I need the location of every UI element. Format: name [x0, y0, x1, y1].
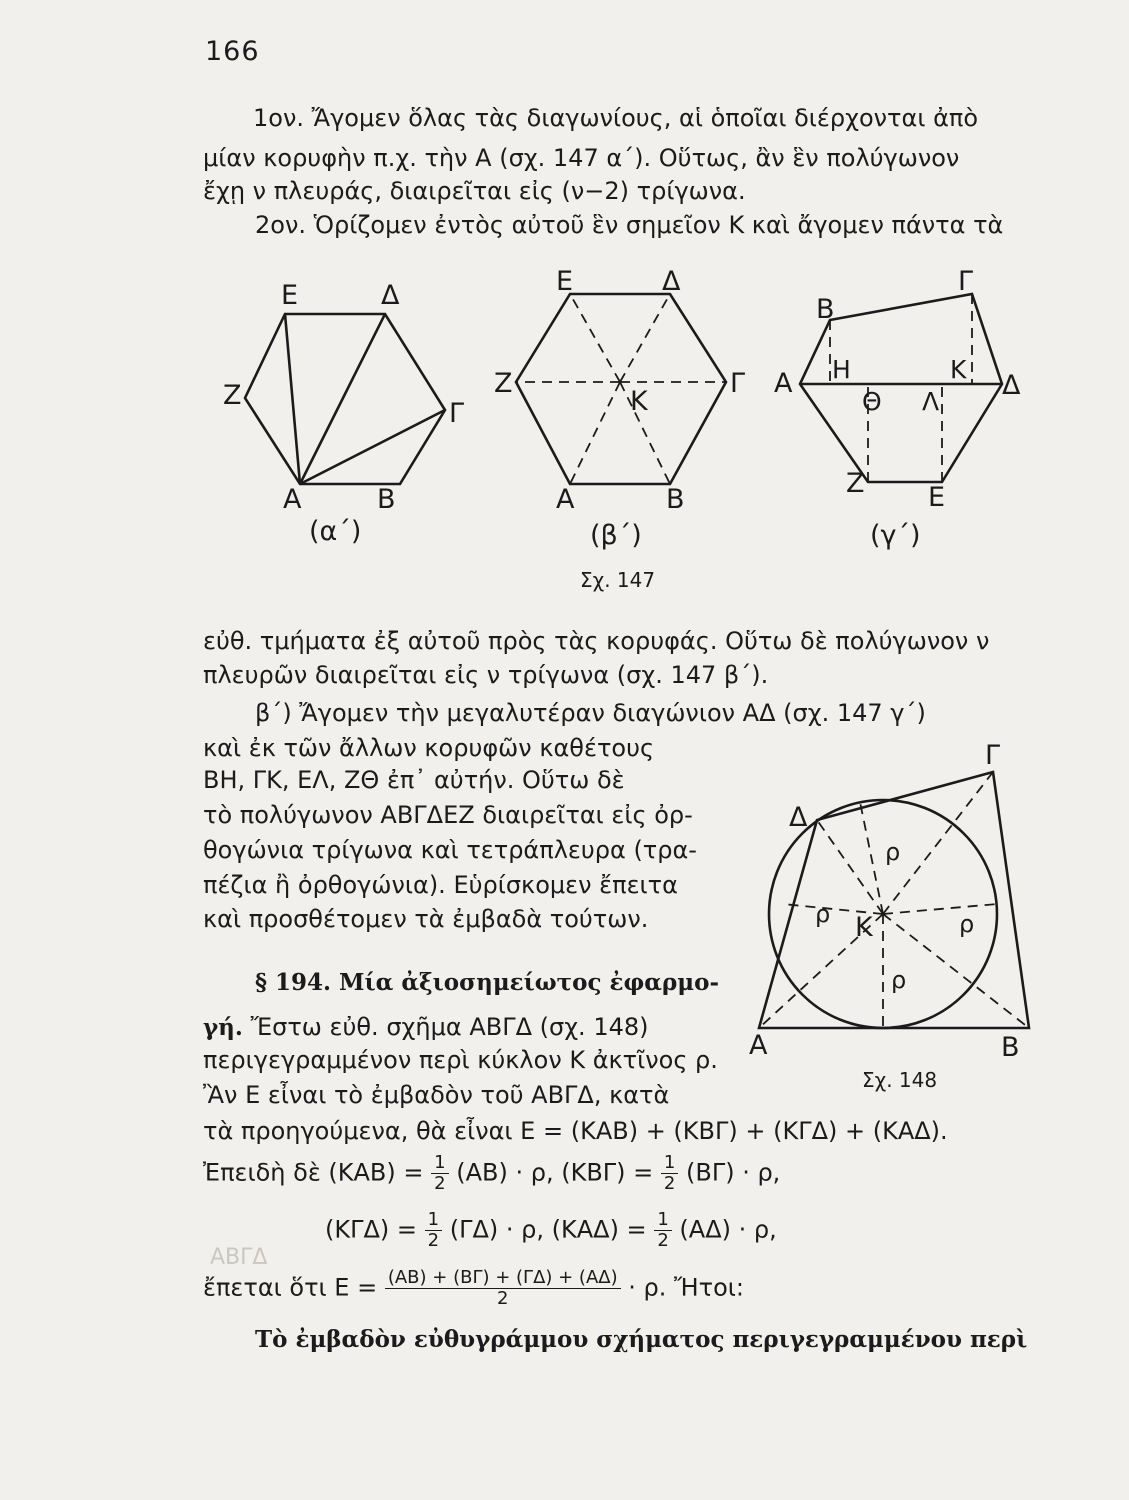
label-A: Α	[556, 484, 575, 515]
text-line-17: Ἂν Ε εἶναι τὸ ἐμβαδὸν τοῦ ΑΒΓΔ, κατὰ	[203, 1081, 670, 1109]
hexagon-b	[516, 294, 726, 484]
formula-20a: (ΚΓΔ) =	[325, 1215, 417, 1244]
label-L: Λ	[922, 387, 940, 416]
text-line-15-body: Ἔστω εὐθ. σχῆμα ΑΒΓΔ (σχ. 148)	[250, 1013, 649, 1041]
text-line-1: 1ον. Ἄγομεν ὅλας τὰς διαγωνίους, αἱ ὁποῖαι διέρχονται ἀπὸ	[253, 104, 979, 132]
label-D: Δ	[1002, 370, 1021, 401]
label-r-top: ρ	[885, 838, 901, 866]
fraction-half: $\frac{1}{2}$	[425, 1210, 442, 1251]
label-B: Β	[816, 294, 835, 325]
figure-148	[745, 740, 1045, 1072]
label-A: Α	[774, 368, 793, 399]
text-line-16: περιγεγραμμένον περὶ κύκλον Κ ἀκτῖνος ρ.	[203, 1046, 718, 1074]
figure-147-b	[490, 266, 750, 570]
text-line-15	[203, 1012, 648, 1043]
fraction-half: $\frac{1}{2}$	[654, 1210, 671, 1251]
section-194-heading: § 194. Μία ἀξιοσημείωτος ἐφαρμο-	[255, 969, 720, 996]
figure-148-caption: Σχ. 148	[862, 1068, 938, 1092]
text-line-2: μίαν κορυφὴν π.χ. τὴν Α (σχ. 147 α΄). Οὕτως, ἂν ἓν πολύγωνον	[203, 144, 960, 172]
text-line-7: β΄) Ἄγομεν τὴν μεγαλυτέραν διαγώνιον ΑΔ (σχ. 147 γ΄)	[255, 699, 926, 727]
label-A: Α	[283, 484, 302, 515]
label-E: Ε	[928, 482, 946, 513]
label-B: Β	[666, 484, 685, 515]
formula-20c: (ΑΔ) · ρ,	[679, 1215, 777, 1244]
text-line-3: ἔχῃ ν πλευράς, διαιρεῖται εἰς (ν−2) τρίγωνα.	[203, 177, 746, 205]
label-G: Γ	[958, 266, 974, 297]
label-B: Β	[377, 484, 396, 515]
text-line-4: 2ον. Ὁρίζομεν ἐντὸς αὐτοῦ ἓν σημεῖον Κ καὶ ἄγομεν πάντα τὰ	[255, 211, 1004, 239]
label-E: Ε	[281, 280, 299, 311]
text-line-13: καὶ προσθέτομεν τὰ ἐμβαδὰ τούτων.	[203, 905, 649, 933]
label-beta: (β΄)	[590, 520, 642, 551]
text-line-10: τὸ πολύγωνον ΑΒΓΔΕΖ διαιρεῖται εἰς ὀρ-	[203, 801, 693, 829]
label-G: Γ	[449, 398, 465, 429]
formula-20b: (ΓΔ) · ρ, (ΚΑΔ) =	[449, 1215, 647, 1244]
label-r-left: ρ	[815, 900, 831, 928]
label-Z: Ζ	[223, 380, 242, 411]
text-line-6: πλευρῶν διαιρεῖται εἰς ν τρίγωνα (σχ. 147 β΄).	[203, 661, 769, 689]
figure-147-c	[770, 260, 1040, 560]
label-D: Δ	[789, 802, 808, 833]
figure-147-a	[205, 270, 465, 570]
label-gamma: (γ΄)	[870, 520, 921, 551]
label-K: Κ	[630, 386, 648, 417]
text-line-21	[203, 1268, 744, 1309]
fraction-half: $\frac{1}{2}$	[431, 1153, 448, 1194]
label-r-right: ρ	[959, 910, 975, 938]
text-line-20	[325, 1210, 777, 1251]
label-E: Ε	[556, 266, 574, 297]
text-line-11: θογώνια τρίγωνα καὶ τετράπλευρα (τρα-	[203, 836, 697, 864]
section-194-heading-end: γή.	[203, 1014, 243, 1041]
formula-21b: · ρ. Ἤτοι:	[628, 1273, 744, 1302]
text-line-12: πέζια ἢ ὀρθογώνια). Εὑρίσκομεν ἔπειτα	[203, 871, 678, 899]
label-A: Α	[749, 1030, 768, 1061]
diagonal-A-E	[285, 314, 300, 484]
formula-21a: ἔπεται ὅτι Ε =	[203, 1273, 378, 1302]
radius-right	[883, 904, 997, 914]
figure-147-caption: Σχ. 147	[580, 568, 656, 592]
text-line-5: εὐθ. τμήματα ἐξ αὐτοῦ πρὸς τὰς κορυφάς. Οὕτω δὲ πολύγωνον ν	[203, 627, 990, 655]
text-line-9: ΒΗ, ΓΚ, ΕΛ, ΖΘ ἐπ᾽ αὐτήν. Οὕτω δὲ	[203, 766, 625, 794]
label-G: Γ	[730, 368, 746, 399]
fraction-half: $\frac{1}{2}$	[661, 1153, 678, 1194]
text-line-19	[203, 1153, 780, 1194]
text-line-18: τὰ προηγούμενα, θὰ εἶναι Ε = (ΚΑΒ) + (ΚΒΓ) + (ΚΓΔ) + (ΚΑΔ).	[203, 1117, 948, 1145]
seg-K-E	[570, 294, 620, 382]
fraction-sum: $\frac{(AB) + (B\Gamma) + (\Gamma\Delta) + (A\Delta)}{2}$	[385, 1268, 621, 1309]
label-K: Κ	[950, 355, 967, 384]
hexagon-a	[245, 314, 445, 484]
diagonal-A-D	[300, 314, 385, 484]
label-H: Η	[832, 355, 851, 384]
bleed-through-text: ΑΒΓΔ	[210, 1245, 268, 1270]
label-Z: Ζ	[494, 368, 513, 399]
label-alpha: (α΄)	[309, 516, 362, 547]
formula-19c: (ΒΓ) · ρ,	[686, 1158, 781, 1187]
label-G: Γ	[985, 740, 1001, 771]
seg-K-D	[620, 294, 670, 382]
label-Th: Θ	[862, 387, 882, 416]
formula-19a: Ἐπειδὴ δὲ (ΚΑΒ) =	[203, 1158, 424, 1187]
label-Z: Ζ	[846, 468, 865, 499]
label-r-bottom: ρ	[891, 966, 907, 994]
label-D: Δ	[381, 280, 400, 311]
formula-19b: (ΑΒ) · ρ, (ΚΒΓ) =	[456, 1158, 654, 1187]
text-line-8: καὶ ἐκ τῶν ἄλλων κορυφῶν καθέτους	[203, 734, 655, 762]
label-D: Δ	[662, 266, 681, 297]
seg-K-A	[570, 382, 620, 484]
page-number: 166	[205, 36, 260, 67]
text-line-22: Τὸ ἐμβαδὸν εὐθυγράμμου σχήματος περιγεγραμμένου περὶ	[255, 1326, 1028, 1353]
label-B: Β	[1001, 1032, 1020, 1063]
label-K: Κ	[855, 912, 873, 943]
